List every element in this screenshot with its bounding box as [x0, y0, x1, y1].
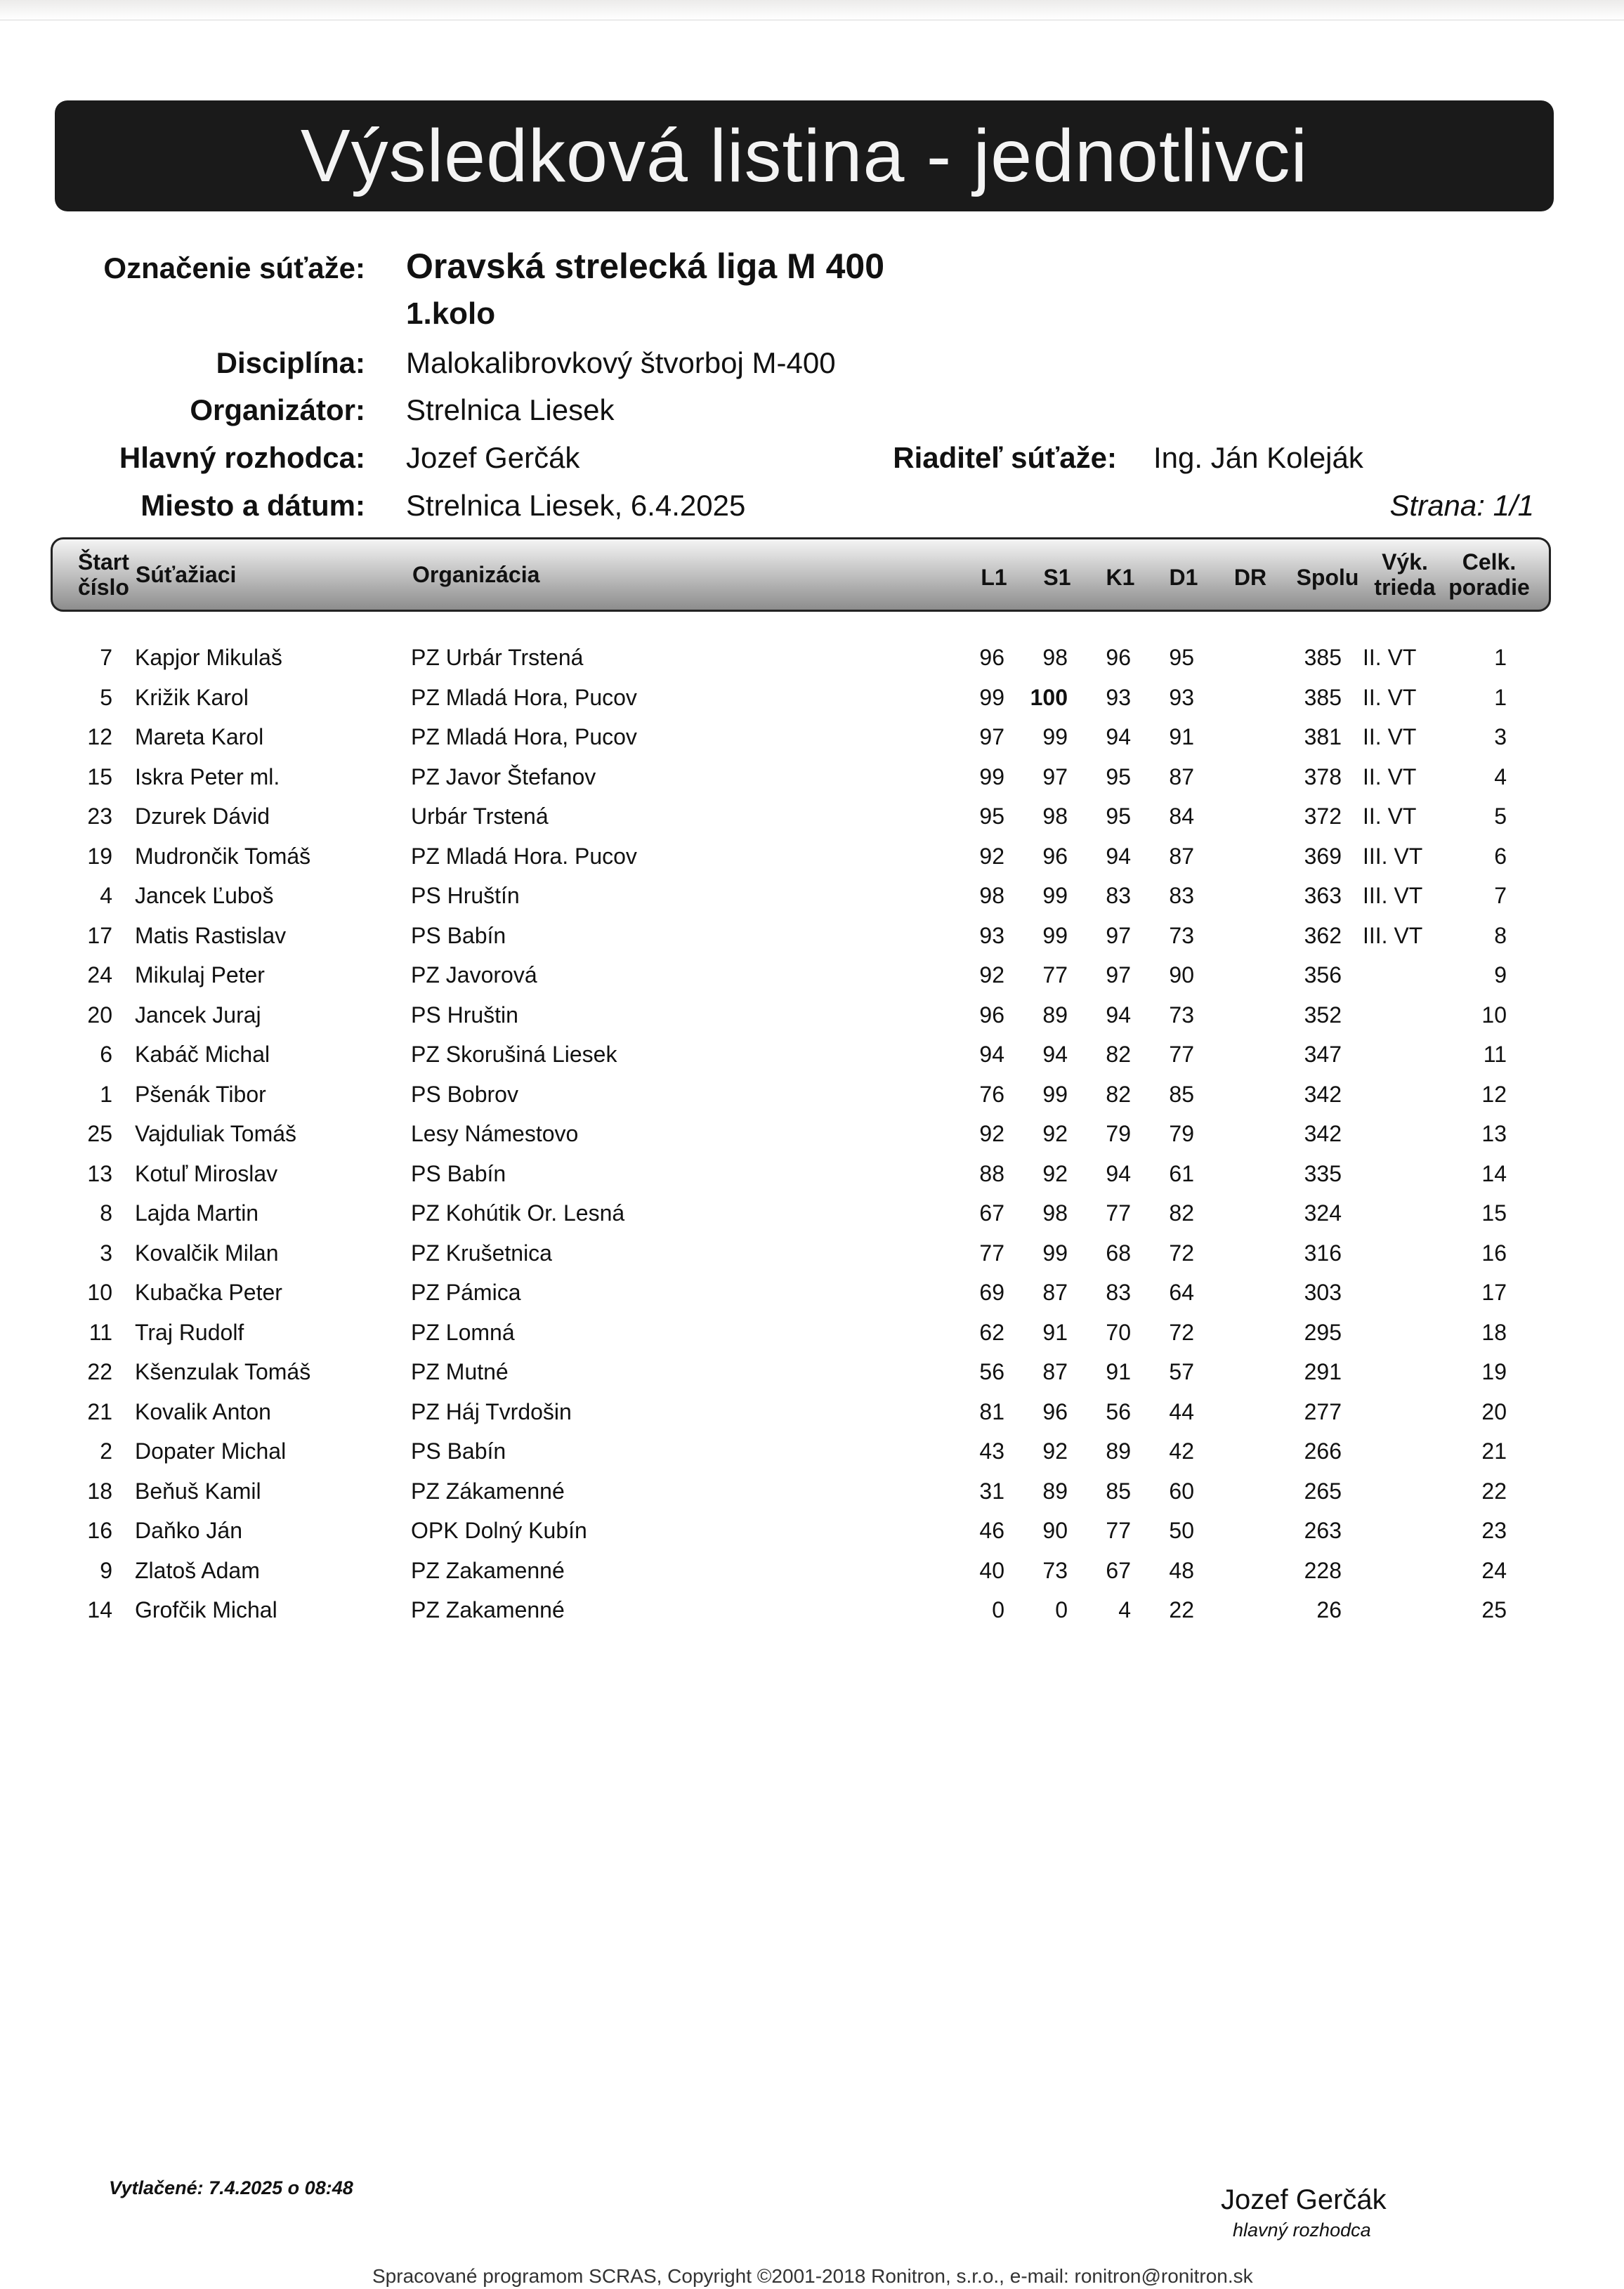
cell-k1: 95: [1106, 804, 1131, 829]
table-row: [0, 724, 1624, 764]
cell-d1: 93: [1169, 684, 1194, 710]
cell-k1: 79: [1106, 1121, 1131, 1146]
cell-d1: 91: [1169, 724, 1194, 749]
cell-s1: 98: [1042, 1200, 1068, 1226]
cell-org: Urbár Trstená: [411, 804, 549, 829]
cell-k1: 4: [1118, 1597, 1131, 1622]
cell-total: 265: [1304, 1478, 1342, 1504]
cell-total: 295: [1304, 1319, 1342, 1345]
cell-start: 5: [100, 684, 112, 710]
cell-l1: 92: [979, 843, 1004, 869]
cell-org: PZ Zakamenné: [411, 1597, 565, 1622]
cell-s1: 96: [1042, 843, 1068, 869]
header-k1: K1: [1106, 565, 1135, 590]
cell-total: 316: [1304, 1240, 1342, 1266]
cell-s1: 77: [1042, 962, 1068, 988]
cell-org: PS Hruštin: [411, 1002, 518, 1028]
cell-org: PZ Skorušiná Liesek: [411, 1042, 617, 1067]
cell-total: 342: [1304, 1121, 1342, 1146]
header-start-1: Štart: [78, 549, 129, 575]
cell-org: PZ Mladá Hora, Pucov: [411, 684, 637, 710]
table-row: [0, 1200, 1624, 1240]
cell-org: PZ Mladá Hora, Pucov: [411, 724, 637, 749]
cell-l1: 95: [979, 804, 1004, 829]
cell-total: 378: [1304, 763, 1342, 789]
cell-d1: 73: [1169, 1002, 1194, 1028]
cell-l1: 93: [979, 922, 1004, 948]
cell-s1: 92: [1042, 1121, 1068, 1146]
cell-d1: 61: [1169, 1160, 1194, 1186]
cell-s1: 92: [1042, 1160, 1068, 1186]
cell-start: 8: [100, 1200, 112, 1226]
cell-start: 10: [87, 1280, 112, 1305]
cell-l1: 88: [979, 1160, 1004, 1186]
cell-total: 356: [1304, 962, 1342, 988]
cell-name: Kubačka Peter: [135, 1280, 282, 1305]
cell-d1: 64: [1169, 1280, 1194, 1305]
cell-name: Kabáč Michal: [135, 1042, 270, 1067]
cell-d1: 85: [1169, 1081, 1194, 1107]
cell-start: 11: [89, 1319, 112, 1345]
cell-d1: 87: [1169, 843, 1194, 869]
cell-start: 23: [87, 804, 112, 829]
cell-start: 4: [100, 883, 112, 908]
page-title: Výsledková listina - jednotlivci: [55, 100, 1554, 211]
cell-name: Lajda Martin: [135, 1200, 259, 1226]
table-row: [0, 685, 1624, 725]
cell-name: Kovalčik Milan: [135, 1240, 279, 1266]
cell-s1: 87: [1042, 1280, 1068, 1305]
cell-class: II. VT: [1363, 763, 1417, 789]
signature-name: Jozef Gerčák: [1221, 2184, 1387, 2215]
cell-k1: 93: [1106, 684, 1131, 710]
cell-org: PZ Urbár Trstená: [411, 645, 584, 670]
cell-s1: 99: [1042, 1240, 1068, 1266]
cell-total: 369: [1304, 843, 1342, 869]
cell-l1: 98: [979, 883, 1004, 908]
cell-s1: 99: [1042, 922, 1068, 948]
cell-org: PS Babín: [411, 1160, 506, 1186]
cell-s1: 94: [1042, 1042, 1068, 1067]
cell-name: Križik Karol: [135, 684, 249, 710]
header-l1: L1: [981, 565, 1007, 590]
table-row: [0, 1438, 1624, 1478]
cell-s1: 97: [1042, 763, 1068, 789]
header-dr: DR: [1233, 565, 1267, 590]
table-row: [0, 844, 1624, 884]
cell-start: 6: [100, 1042, 112, 1067]
cell-rank: 6: [1494, 843, 1507, 869]
cell-name: Kotuľ Miroslav: [135, 1160, 278, 1186]
cell-k1: 91: [1106, 1359, 1131, 1384]
signature-role: hlavný rozhodca: [1233, 2219, 1371, 2241]
table-row: [0, 1597, 1624, 1637]
cell-name: Kapjor Mikulaš: [135, 645, 282, 670]
cell-start: 13: [87, 1160, 112, 1186]
cell-d1: 73: [1169, 922, 1194, 948]
cell-rank: 22: [1481, 1478, 1507, 1504]
table-row: [0, 1002, 1624, 1042]
cell-k1: 94: [1106, 1160, 1131, 1186]
cell-class: II. VT: [1363, 804, 1417, 829]
cell-total: 277: [1304, 1398, 1342, 1424]
cell-start: 12: [87, 724, 112, 749]
header-class-2: trieda: [1374, 575, 1436, 600]
cell-k1: 94: [1106, 724, 1131, 749]
referee-label: Hlavný rozhodca:: [119, 441, 365, 474]
cell-s1: 0: [1055, 1597, 1068, 1622]
cell-total: 266: [1304, 1438, 1342, 1464]
cell-s1: 91: [1042, 1319, 1068, 1345]
cell-name: Iskra Peter ml.: [135, 763, 280, 789]
cell-rank: 14: [1481, 1160, 1507, 1186]
cell-name: Dzurek Dávid: [135, 804, 270, 829]
header-s1: S1: [1043, 565, 1071, 590]
cell-org: PZ Lomná: [411, 1319, 515, 1345]
cell-org: PZ Kohútik Or. Lesná: [411, 1200, 625, 1226]
cell-total: 347: [1304, 1042, 1342, 1067]
cell-name: Dopater Michal: [135, 1438, 287, 1464]
cell-rank: 11: [1483, 1042, 1507, 1067]
cell-l1: 92: [979, 962, 1004, 988]
cell-l1: 96: [979, 645, 1004, 670]
cell-name: Vajduliak Tomáš: [135, 1121, 297, 1146]
header-total: Spolu: [1296, 565, 1359, 590]
table-row: [0, 1161, 1624, 1201]
table-header: [51, 537, 1551, 612]
table-row: [0, 1359, 1624, 1399]
cell-name: Kovalik Anton: [135, 1398, 271, 1424]
header-start-2: číslo: [78, 575, 129, 600]
cell-start: 25: [87, 1121, 112, 1146]
cell-start: 21: [87, 1398, 112, 1424]
cell-total: 228: [1304, 1557, 1342, 1583]
cell-k1: 89: [1106, 1438, 1131, 1464]
table-row: [0, 883, 1624, 923]
cell-total: 381: [1304, 724, 1342, 749]
cell-k1: 96: [1106, 645, 1131, 670]
cell-l1: 46: [979, 1518, 1004, 1543]
cell-rank: 13: [1481, 1121, 1507, 1146]
cell-l1: 99: [979, 684, 1004, 710]
cell-start: 17: [87, 922, 112, 948]
cell-l1: 94: [979, 1042, 1004, 1067]
discipline-label: Disciplína:: [216, 346, 365, 379]
header-rank-2: poradie: [1448, 575, 1530, 600]
cell-k1: 82: [1106, 1081, 1131, 1107]
table-row: [0, 1478, 1624, 1519]
cell-d1: 57: [1169, 1359, 1194, 1384]
cell-d1: 79: [1169, 1121, 1194, 1146]
cell-rank: 15: [1481, 1200, 1507, 1226]
cell-l1: 97: [979, 724, 1004, 749]
cell-l1: 62: [979, 1319, 1004, 1345]
cell-s1: 96: [1042, 1398, 1068, 1424]
cell-start: 15: [87, 763, 112, 789]
cell-start: 22: [87, 1359, 112, 1384]
cell-s1: 100: [1030, 684, 1068, 710]
director: Ing. Ján Koleják: [1153, 441, 1363, 474]
cell-start: 14: [87, 1597, 112, 1622]
cell-name: Kšenzulak Tomáš: [135, 1359, 311, 1384]
cell-d1: 22: [1169, 1597, 1194, 1622]
cell-start: 24: [87, 962, 112, 988]
cell-total: 352: [1304, 1002, 1342, 1028]
table-row: [0, 1518, 1624, 1558]
cell-s1: 92: [1042, 1438, 1068, 1464]
header-class-1: Výk.: [1382, 549, 1428, 575]
cell-rank: 16: [1481, 1240, 1507, 1266]
cell-org: PZ Zákamenné: [411, 1478, 565, 1504]
cell-rank: 5: [1494, 804, 1507, 829]
cell-total: 335: [1304, 1160, 1342, 1186]
cell-start: 20: [87, 1002, 112, 1028]
cell-total: 303: [1304, 1280, 1342, 1305]
cell-l1: 67: [979, 1200, 1004, 1226]
table-row: [0, 1042, 1624, 1082]
cell-l1: 77: [979, 1240, 1004, 1266]
cell-d1: 77: [1169, 1042, 1194, 1067]
cell-name: Grofčik Michal: [135, 1597, 277, 1622]
cell-total: 324: [1304, 1200, 1342, 1226]
cell-k1: 77: [1106, 1200, 1131, 1226]
cell-rank: 20: [1481, 1398, 1507, 1424]
cell-start: 3: [100, 1240, 112, 1266]
cell-d1: 83: [1169, 883, 1194, 908]
cell-total: 362: [1304, 922, 1342, 948]
cell-name: Jancek Juraj: [135, 1002, 261, 1028]
cell-org: PZ Pámica: [411, 1280, 521, 1305]
table-row: [0, 962, 1624, 1002]
referee: Jozef Gerčák: [406, 441, 580, 474]
cell-rank: 9: [1494, 962, 1507, 988]
table-row: [0, 804, 1624, 844]
cell-k1: 97: [1106, 962, 1131, 988]
cell-rank: 4: [1494, 763, 1507, 789]
cell-total: 342: [1304, 1081, 1342, 1107]
cell-k1: 85: [1106, 1478, 1131, 1504]
round: 1.kolo: [406, 296, 496, 331]
director-label: Riaditeľ súťaže:: [893, 441, 1117, 474]
cell-org: PS Babín: [411, 1438, 506, 1464]
cell-l1: 69: [979, 1280, 1004, 1305]
cell-rank: 21: [1481, 1438, 1507, 1464]
cell-k1: 94: [1106, 843, 1131, 869]
cell-org: PZ Javorová: [411, 962, 537, 988]
cell-rank: 18: [1481, 1319, 1507, 1345]
organizer-label: Organizátor:: [190, 393, 365, 426]
cell-org: PS Bobrov: [411, 1081, 518, 1107]
cell-d1: 90: [1169, 962, 1194, 988]
cell-k1: 70: [1106, 1319, 1131, 1345]
cell-start: 1: [100, 1081, 112, 1107]
cell-total: 26: [1316, 1597, 1342, 1622]
table-row: [0, 1121, 1624, 1161]
cell-name: Zlatoš Adam: [135, 1557, 260, 1583]
cell-s1: 89: [1042, 1478, 1068, 1504]
cell-s1: 87: [1042, 1359, 1068, 1384]
cell-total: 263: [1304, 1518, 1342, 1543]
cell-l1: 56: [979, 1359, 1004, 1384]
cell-rank: 23: [1481, 1518, 1507, 1543]
cell-s1: 73: [1042, 1557, 1068, 1583]
cell-l1: 31: [979, 1478, 1004, 1504]
cell-org: PZ Zakamenné: [411, 1557, 565, 1583]
cell-d1: 95: [1169, 645, 1194, 670]
cell-org: Lesy Námestovo: [411, 1121, 579, 1146]
cell-rank: 10: [1481, 1002, 1507, 1028]
header-name: Súťažiaci: [136, 562, 237, 587]
cell-k1: 82: [1106, 1042, 1131, 1067]
cell-total: 291: [1304, 1359, 1342, 1384]
cell-org: PZ Mladá Hora. Pucov: [411, 843, 637, 869]
cell-total: 385: [1304, 684, 1342, 710]
cell-l1: 43: [979, 1438, 1004, 1464]
cell-s1: 90: [1042, 1518, 1068, 1543]
cell-d1: 44: [1169, 1398, 1194, 1424]
header-d1: D1: [1169, 565, 1198, 590]
cell-d1: 42: [1169, 1438, 1194, 1464]
cell-org: PZ Javor Štefanov: [411, 763, 596, 789]
table-row: [0, 764, 1624, 804]
cell-d1: 87: [1169, 763, 1194, 789]
cell-d1: 50: [1169, 1518, 1194, 1543]
cell-class: III. VT: [1363, 922, 1423, 948]
cell-name: Jancek Ľuboš: [135, 883, 274, 908]
cell-k1: 95: [1106, 763, 1131, 789]
results-table: [0, 645, 1624, 1637]
page-number: Strana: 1/1: [1389, 489, 1534, 522]
cell-org: PZ Háj Tvrdošin: [411, 1398, 572, 1424]
cell-l1: 81: [979, 1398, 1004, 1424]
header-org: Organizácia: [412, 562, 540, 587]
cell-k1: 83: [1106, 1280, 1131, 1305]
cell-d1: 84: [1169, 804, 1194, 829]
cell-rank: 3: [1494, 724, 1507, 749]
cell-org: PS Hruštín: [411, 883, 520, 908]
cell-rank: 12: [1481, 1081, 1507, 1107]
cell-start: 19: [87, 843, 112, 869]
cell-name: Mudrončik Tomáš: [135, 843, 311, 869]
scan-edge: [0, 0, 1624, 20]
table-row: [0, 1320, 1624, 1360]
cell-name: Mareta Karol: [135, 724, 264, 749]
organizer: Strelnica Liesek: [406, 393, 615, 426]
cell-total: 372: [1304, 804, 1342, 829]
cell-name: Pšenák Tibor: [135, 1081, 266, 1107]
cell-l1: 96: [979, 1002, 1004, 1028]
cell-org: PZ Mutné: [411, 1359, 509, 1384]
cell-start: 7: [100, 645, 112, 670]
table-row: [0, 1082, 1624, 1122]
cell-l1: 92: [979, 1121, 1004, 1146]
cell-s1: 98: [1042, 645, 1068, 670]
cell-rank: 7: [1494, 883, 1507, 908]
cell-s1: 98: [1042, 804, 1068, 829]
cell-d1: 60: [1169, 1478, 1194, 1504]
table-row: [0, 645, 1624, 685]
cell-s1: 99: [1042, 883, 1068, 908]
cell-name: Beňuš Kamil: [135, 1478, 261, 1504]
cell-org: OPK Dolný Kubín: [411, 1518, 587, 1543]
cell-class: III. VT: [1363, 843, 1423, 869]
cell-name: Mikulaj Peter: [135, 962, 265, 988]
cell-start: 9: [100, 1557, 112, 1583]
cell-org: PS Babín: [411, 922, 506, 948]
cell-name: Matis Rastislav: [135, 922, 287, 948]
cell-l1: 0: [992, 1597, 1004, 1622]
cell-k1: 67: [1106, 1557, 1131, 1583]
cell-name: Traj Rudolf: [135, 1319, 244, 1345]
table-row: [0, 1280, 1624, 1320]
cell-l1: 76: [979, 1081, 1004, 1107]
cell-rank: 8: [1494, 922, 1507, 948]
cell-d1: 82: [1169, 1200, 1194, 1226]
cell-rank: 24: [1481, 1557, 1507, 1583]
cell-rank: 1: [1494, 645, 1507, 670]
place-label: Miesto a dátum:: [140, 489, 365, 522]
competition-label: Označenie súťaže:: [103, 251, 365, 284]
cell-class: III. VT: [1363, 883, 1423, 908]
cell-rank: 17: [1481, 1280, 1507, 1305]
header-rank-1: Celk.: [1462, 549, 1517, 575]
cell-start: 18: [87, 1478, 112, 1504]
cell-start: 16: [87, 1518, 112, 1543]
cell-k1: 68: [1106, 1240, 1131, 1266]
cell-l1: 40: [979, 1557, 1004, 1583]
cell-d1: 72: [1169, 1319, 1194, 1345]
cell-l1: 99: [979, 763, 1004, 789]
cell-rank: 1: [1494, 684, 1507, 710]
software-credit: Spracované programom SCRAS, Copyright ©2001-2018 Ronitron, s.r.o., e-mail: ronitron@ronitron.sk: [372, 2265, 1253, 2287]
cell-k1: 94: [1106, 1002, 1131, 1028]
cell-class: II. VT: [1363, 684, 1417, 710]
cell-total: 363: [1304, 883, 1342, 908]
cell-s1: 99: [1042, 724, 1068, 749]
cell-total: 385: [1304, 645, 1342, 670]
competition-name: Oravská strelecká liga M 400: [406, 247, 885, 286]
cell-k1: 77: [1106, 1518, 1131, 1543]
cell-d1: 72: [1169, 1240, 1194, 1266]
table-row: [0, 1558, 1624, 1598]
cell-rank: 19: [1481, 1359, 1507, 1384]
table-row: [0, 1240, 1624, 1280]
table-row: [0, 923, 1624, 963]
place-date: Strelnica Liesek, 6.4.2025: [406, 489, 746, 522]
cell-k1: 97: [1106, 922, 1131, 948]
cell-s1: 99: [1042, 1081, 1068, 1107]
cell-class: II. VT: [1363, 645, 1417, 670]
cell-class: II. VT: [1363, 724, 1417, 749]
discipline: Malokalibrovkový štvorboj M-400: [406, 346, 836, 379]
table-row: [0, 1399, 1624, 1439]
cell-start: 2: [100, 1438, 112, 1464]
printed-date: Vytlačené: 7.4.2025 o 08:48: [109, 2177, 353, 2198]
cell-d1: 48: [1169, 1557, 1194, 1583]
cell-k1: 83: [1106, 883, 1131, 908]
cell-name: Daňko Ján: [135, 1518, 242, 1543]
cell-org: PZ Krušetnica: [411, 1240, 552, 1266]
cell-s1: 89: [1042, 1002, 1068, 1028]
cell-k1: 56: [1106, 1398, 1131, 1424]
cell-rank: 25: [1481, 1597, 1507, 1622]
